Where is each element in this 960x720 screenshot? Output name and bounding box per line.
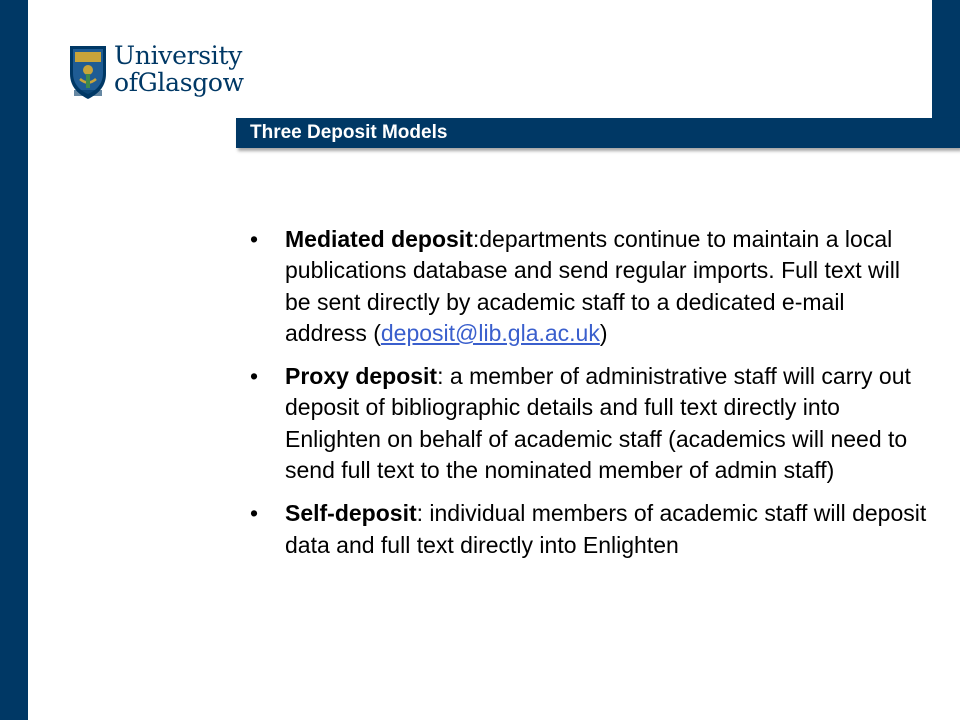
bullet-icon: • — [250, 500, 259, 527]
left-brand-band — [0, 0, 28, 720]
list-item — [250, 361, 930, 486]
bullet-icon: • — [250, 226, 259, 252]
list-item — [250, 498, 930, 561]
list-item — [250, 224, 930, 349]
page-title: Three Deposit Models — [250, 122, 448, 143]
bullet-term: Mediated deposit — [285, 226, 473, 252]
logo-line1: University — [114, 41, 243, 70]
logo-line2-main: Glasgow — [137, 68, 244, 97]
logo-line2-prefix: of — [114, 68, 138, 97]
university-crest-icon — [68, 44, 108, 100]
bullet-list — [250, 224, 930, 573]
bullet-text-after: ) — [599, 319, 608, 346]
bullet-text: : a member of administrative staff will carry out deposit of bibliographic details and full text directly into Enlighten on behalf of academic staff (academics will need to send full text to the nominated member of admin staff) — [285, 363, 911, 484]
logo-wordmark — [114, 42, 244, 96]
bullet-text: :departments continue to maintain a local publications database and send regular imports. Full text will be sent directly by academic staff to a dedicated e-mail address ( — [285, 226, 900, 346]
university-logo — [66, 41, 244, 104]
logo-line2 — [114, 69, 244, 96]
bullet-text: : individual members of academic staff will deposit data and full text directly into Enlighten — [285, 500, 927, 558]
bullet-term: Self-deposit — [285, 500, 417, 527]
bullet-term: Proxy deposit — [285, 363, 438, 390]
title-bar — [236, 118, 960, 148]
bullet-icon: • — [250, 363, 259, 390]
right-brand-band — [932, 0, 960, 118]
email-link[interactable]: deposit@lib.gla.ac.uk — [380, 319, 600, 346]
